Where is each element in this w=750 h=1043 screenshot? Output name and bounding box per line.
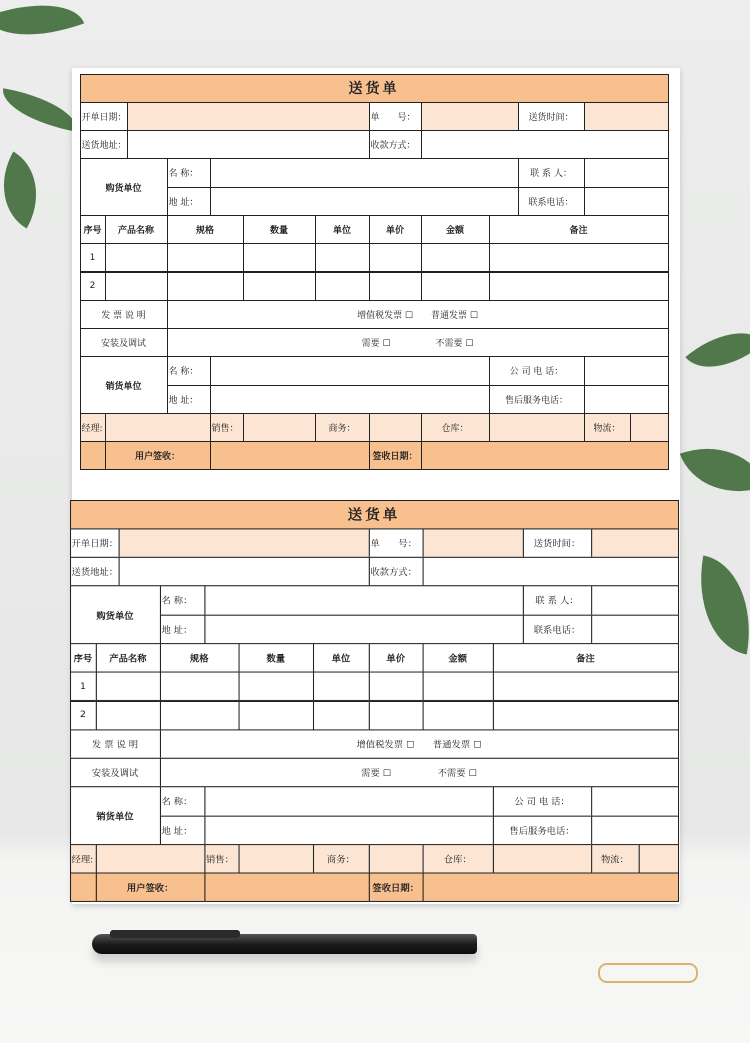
delivery-address-label: 送货地址： [69,557,119,587]
row-1-unit-cell[interactable] [312,672,369,702]
invoice-label: 发 票 说 明 [69,729,160,759]
col-header-price: 单价 [368,643,423,673]
paper-clip [598,963,698,983]
sign-blank [69,873,96,903]
plant-leaf [0,152,57,229]
delivery-note-form-2 [70,500,678,902]
row-2-quantity-cell[interactable] [243,272,316,301]
col-header-index: 序号 [69,643,96,673]
seller-name-label: 名 称： [159,787,204,817]
order-no-field[interactable] [421,102,519,131]
col-header-remarks: 备注 [489,215,669,244]
row-2-unit-cell[interactable] [315,272,370,301]
payment-method-field[interactable] [421,130,669,159]
col-header-spec: 规格 [167,215,244,244]
col-header-product: 产品名称 [95,643,160,673]
row-2-remarks-cell[interactable] [492,700,678,730]
seller-address-field[interactable] [210,385,490,414]
row-1-remarks-cell[interactable] [492,672,678,702]
col-header-index: 序号 [80,215,106,244]
logistics-field[interactable] [638,844,678,874]
row-1-price-cell[interactable] [368,672,423,702]
col-header-amount: 金额 [421,215,490,244]
service-phone-field[interactable] [584,385,669,414]
buyer-address-field[interactable] [210,187,519,216]
sales-label: 销售： [210,413,244,442]
row-1-amount-cell[interactable] [422,672,493,702]
delivery-time-field[interactable] [584,102,669,131]
contact-phone-label: 联系电话： [522,614,591,644]
delivery-address-field[interactable] [118,557,369,587]
sign-date-field[interactable] [422,873,678,903]
buyer-address-label: 地 址： [167,187,211,216]
payment-method-label: 收款方式： [369,130,422,159]
service-phone-label: 售后服务电话： [489,385,585,414]
delivery-time-label: 送货时间： [518,102,585,131]
order-no-field[interactable] [422,528,523,558]
contact-field[interactable] [591,586,679,616]
company-phone-label: 公 司 电 话： [489,356,585,385]
buyer-name-label: 名 称： [167,158,211,187]
row-2-product-cell[interactable] [105,272,168,301]
company-phone-label: 公 司 电 话： [492,787,591,817]
pen-clip [110,930,240,938]
buyer-name-field[interactable] [210,158,519,187]
row-1-quantity-cell[interactable] [238,672,313,702]
delivery-time-field[interactable] [591,528,679,558]
contact-label: 联 系 人： [522,586,591,616]
row-1-spec-cell[interactable] [159,672,239,702]
payment-method-label: 收款方式： [368,557,423,587]
buyer-address-label: 地 址： [159,614,204,644]
plant-leaf [688,555,750,654]
plant-leaf [680,430,750,510]
sign-blank [80,441,106,470]
buyer-name-field[interactable] [204,586,524,616]
row-2-amount-cell[interactable] [422,700,493,730]
manager-field[interactable] [105,413,211,442]
payment-method-field[interactable] [422,557,678,587]
seller-name-label: 名 称： [167,356,211,385]
row-2-price-cell[interactable] [368,700,423,730]
seller-address-label: 地 址： [159,815,204,845]
warehouse-field[interactable] [489,413,585,442]
plant-leaf [0,88,82,131]
row-1-price-cell[interactable] [369,243,422,272]
col-header-quantity: 数量 [243,215,316,244]
invoice-options[interactable]: 增值税发票 ☐ 普通发票 ☐ [159,729,678,759]
seller-address-label: 地 址： [167,385,211,414]
invoice-options[interactable]: 增值税发票 ☐ 普通发票 ☐ [167,300,669,329]
service-phone-field[interactable] [591,815,679,845]
company-phone-field[interactable] [584,356,669,385]
form-title: 送货单 [80,74,669,103]
customer-sign-field[interactable] [204,873,369,903]
buyer-label: 购货单位 [69,586,160,644]
seller-label: 销货单位 [80,356,168,414]
order-no-label: 单 号： [369,102,422,131]
order-no-label: 单 号： [368,528,423,558]
row-2-unit-cell[interactable] [312,700,369,730]
delivery-time-label: 送货时间： [522,528,591,558]
buyer-label: 购货单位 [80,158,168,216]
row-2-index: 2 [80,272,106,301]
customer-sign-field[interactable] [210,441,370,470]
invoice-label: 发 票 说 明 [80,300,168,329]
warehouse-label: 仓库： [421,413,490,442]
contact-phone-field[interactable] [584,187,669,216]
form-title: 送货单 [69,499,678,529]
business-field[interactable] [369,413,422,442]
seller-name-field[interactable] [204,787,494,817]
service-phone-label: 售后服务电话： [492,815,591,845]
sign-date-label: 签收日期： [369,441,422,470]
open-date-field[interactable] [118,528,369,558]
customer-sign-label: 用户签收： [105,441,211,470]
install-options[interactable]: 需要 ☐ 不需要 ☐ [159,758,678,788]
business-field[interactable] [368,844,423,874]
row-2-quantity-cell[interactable] [238,700,313,730]
open-date-field[interactable] [127,102,370,131]
row-2-remarks-cell[interactable] [489,272,669,301]
logistics-field[interactable] [630,413,669,442]
seller-label: 销货单位 [69,787,160,845]
contact-phone-field[interactable] [591,614,679,644]
col-header-unit: 单位 [315,215,370,244]
install-label: 安装及调试 [69,758,160,788]
manager-field[interactable] [95,844,205,874]
sales-field[interactable] [238,844,313,874]
row-2-price-cell[interactable] [369,272,422,301]
row-2-product-cell[interactable] [95,700,160,730]
manager-label: 经理: [69,844,96,874]
company-phone-field[interactable] [591,787,679,817]
sign-date-field[interactable] [421,441,669,470]
row-1-unit-cell[interactable] [315,243,370,272]
delivery-address-label: 送货地址： [80,130,128,159]
col-header-spec: 规格 [159,643,239,673]
plant-leaf [685,312,750,388]
sales-label: 销售： [204,844,239,874]
row-1-index: 1 [69,672,96,702]
row-2-spec-cell[interactable] [159,700,239,730]
logistics-label: 物流： [591,844,640,874]
col-header-quantity: 数量 [238,643,313,673]
seller-address-field[interactable] [204,815,494,845]
delivery-address-field[interactable] [127,130,370,159]
seller-name-field[interactable] [210,356,490,385]
row-1-product-cell[interactable] [95,672,160,702]
plant-leaf [0,0,84,54]
row-2-amount-cell[interactable] [421,272,490,301]
col-header-price: 单价 [369,215,422,244]
customer-sign-label: 用户签收： [95,873,205,903]
col-header-product: 产品名称 [105,215,168,244]
row-1-amount-cell[interactable] [421,243,490,272]
warehouse-label: 仓库： [422,844,493,874]
open-date-label: 开单日期： [80,102,128,131]
buyer-name-label: 名 称： [159,586,204,616]
business-label: 商务： [315,413,370,442]
row-2-spec-cell[interactable] [167,272,244,301]
delivery-note-form-1 [80,74,668,470]
buyer-address-field[interactable] [204,614,524,644]
row-1-remarks-cell[interactable] [489,243,669,272]
open-date-label: 开单日期： [69,528,119,558]
row-1-spec-cell[interactable] [167,243,244,272]
row-1-index: 1 [80,243,106,272]
install-label: 安装及调试 [80,328,168,357]
warehouse-field[interactable] [492,844,591,874]
install-options[interactable]: 需要 ☐ 不需要 ☐ [167,328,669,357]
logistics-label: 物流： [584,413,631,442]
row-1-quantity-cell[interactable] [243,243,316,272]
business-label: 商务： [312,844,369,874]
sign-date-label: 签收日期： [368,873,423,903]
row-2-index: 2 [69,700,96,730]
col-header-amount: 金额 [422,643,493,673]
col-header-unit: 单位 [312,643,369,673]
contact-label: 联 系 人： [518,158,585,187]
row-1-product-cell[interactable] [105,243,168,272]
sales-field[interactable] [243,413,316,442]
contact-phone-label: 联系电话： [518,187,585,216]
contact-field[interactable] [584,158,669,187]
col-header-remarks: 备注 [492,643,678,673]
manager-label: 经理: [80,413,106,442]
